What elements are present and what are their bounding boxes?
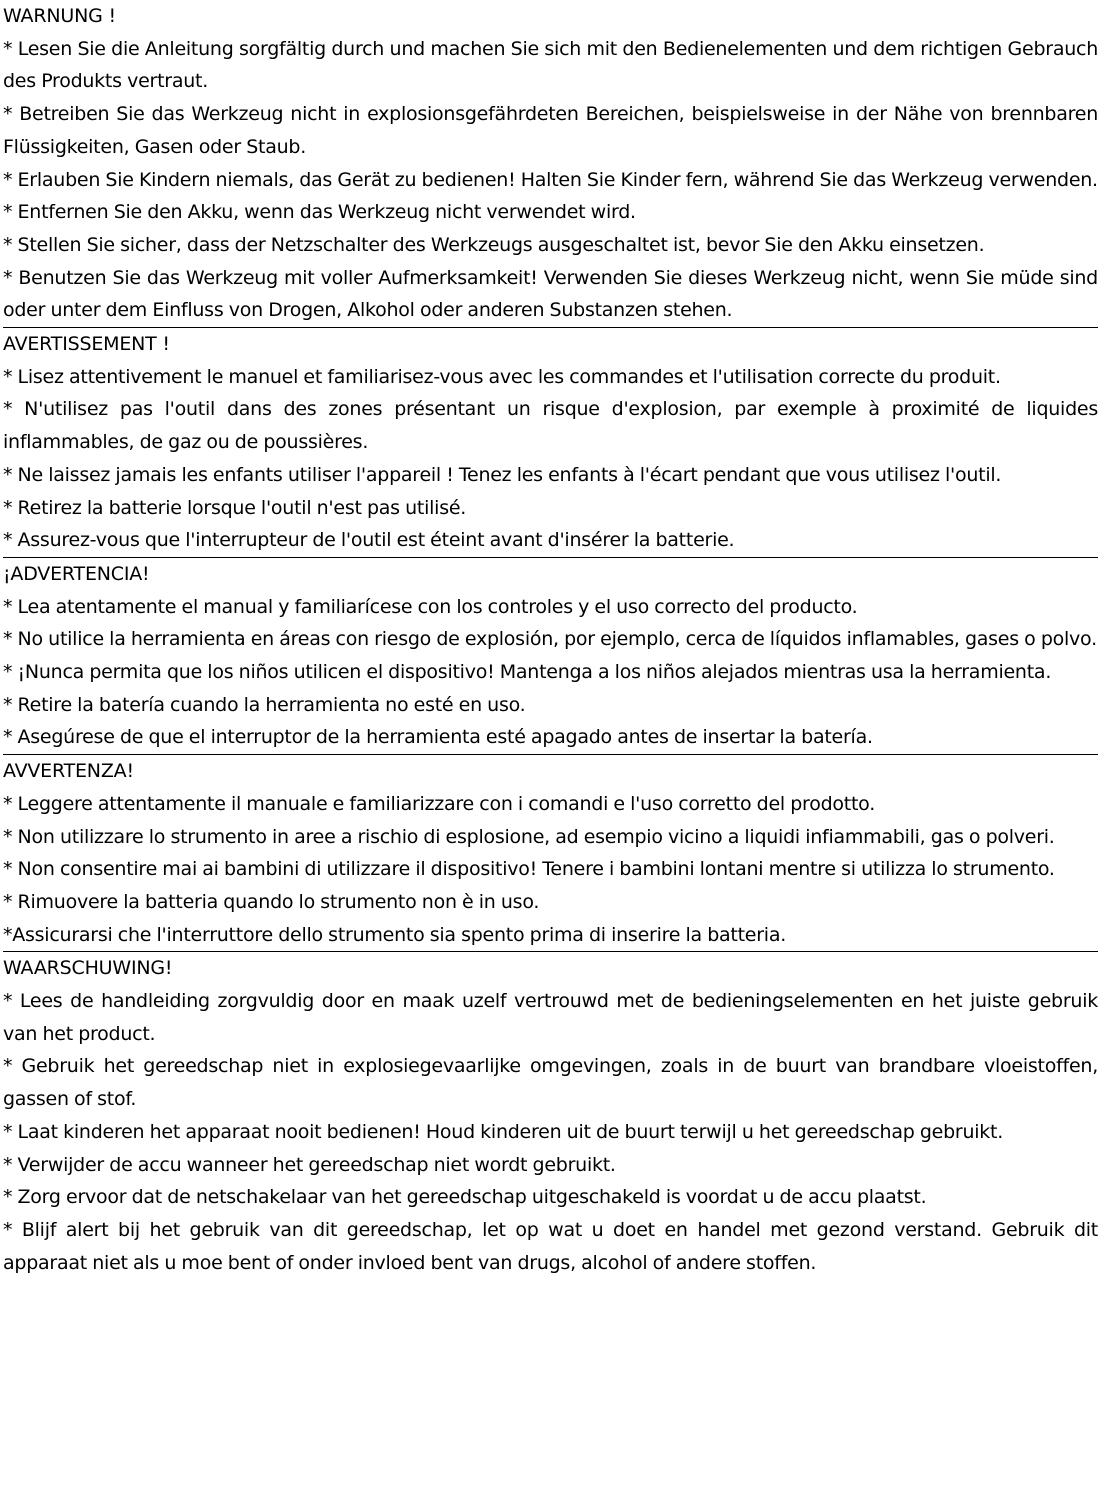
warning-item: * Rimuovere la batteria quando lo strumento non è in uso.: [3, 890, 540, 913]
warning-item: * Lea atentamente el manual y familiarícese con los controles y el uso correcto del producto.: [3, 595, 858, 618]
warning-item: * Blijf alert bij het gebruik van dit gereedschap, let op wat u doet en handel met gezond verstand. Gebruik dit apparaat niet als u moe bent of onder invloed bent van drugs, alcohol of andere stoffen.: [3, 1218, 1098, 1274]
section-heading: ¡ADVERTENCIA!: [3, 562, 150, 585]
warning-item: * Retire la batería cuando la herramienta no esté en uso.: [3, 693, 526, 716]
warning-item: * Asegúrese de que el interruptor de la herramienta esté apagado antes de insertar la batería.: [3, 726, 873, 749]
warning-item: * Erlauben Sie Kindern niemals, das Gerät zu bedienen! Halten Sie Kinder fern, während Sie das Werkzeug verwenden.: [3, 168, 1098, 191]
warning-section-spanish: [3, 558, 1098, 755]
section-heading: AVERTISSEMENT !: [3, 333, 170, 356]
section-heading: AVVERTENZA!: [3, 760, 134, 783]
warning-item: * Non consentire mai ai bambini di utilizzare il dispositivo! Tenere i bambini lontani mentre si utilizza lo strumento.: [3, 858, 1055, 881]
warning-item: * Leggere attentamente il manuale e familiarizzare con i comandi e l'uso corretto del prodotto.: [3, 792, 875, 815]
warning-section-dutch: [3, 952, 1098, 1279]
warning-item: * Lisez attentivement le manuel et familiarisez-vous avec les commandes et l'utilisation correcte du produit.: [3, 365, 1001, 388]
warning-item: * Lees de handleiding zorgvuldig door en maak uzelf vertrouwd met de bedieningselementen en het juiste gebruik van het product.: [3, 990, 1098, 1045]
warning-item: * N'utilisez pas l'outil dans des zones présentant un risque d'explosion, par exemple à proximité de liquides inflammables, de gaz ou de poussières.: [3, 398, 1098, 454]
warning-item: * No utilice la herramienta en áreas con riesgo de explosión, por ejemplo, cerca de líquidos inflamables, gases o polvo.: [3, 628, 1097, 651]
warning-section-french: [3, 328, 1098, 558]
warning-section-german: [3, 0, 1098, 328]
warning-item: * Stellen Sie sicher, dass der Netzschalter des Werkzeugs ausgeschaltet ist, bevor Sie den Akku einsetzen.: [3, 233, 985, 256]
warning-section-italian: [3, 755, 1098, 952]
warning-item: * Verwijder de accu wanneer het gereedschap niet wordt gebruikt.: [3, 1153, 616, 1176]
warning-item: * Entfernen Sie den Akku, wenn das Werkzeug nicht verwendet wird.: [3, 201, 636, 224]
warning-item: * Zorg ervoor dat de netschakelaar van het gereedschap uitgeschakeld is voordat u de accu plaatst.: [3, 1186, 927, 1209]
warning-item: * Retirez la batterie lorsque l'outil n'est pas utilisé.: [3, 496, 467, 519]
warning-item: * ¡Nunca permita que los niños utilicen el dispositivo! Mantenga a los niños alejados mientras usa la herramienta.: [3, 661, 1052, 684]
warning-item: * Benutzen Sie das Werkzeug mit voller Aufmerksamkeit! Verwenden Sie dieses Werkzeug nicht, wenn Sie müde sind oder unter dem Einfluss von Drogen, Alkohol oder anderen Substanzen stehen.: [3, 266, 1098, 322]
warning-item: * Lesen Sie die Anleitung sorgfältig durch und machen Sie sich mit den Bedienelementen und dem richtigen Gebrauch des Produkts vertraut.: [3, 37, 1098, 93]
warning-item: * Assurez-vous que l'interrupteur de l'outil est éteint avant d'insérer la batterie.: [3, 529, 735, 552]
warning-item: * Betreiben Sie das Werkzeug nicht in explosionsgefährdeten Bereichen, beispielsweise in der Nähe von brennbaren Flüssigkeiten, Gasen oder Staub.: [3, 103, 1098, 158]
warning-item: *Assicurarsi che l'interruttore dello strumento sia spento prima di inserire la batteria.: [3, 923, 787, 946]
warning-item: * Non utilizzare lo strumento in aree a rischio di esplosione, ad esempio vicino a liquidi infiammabili, gas o polveri.: [3, 825, 1055, 848]
section-heading: WARNUNG !: [3, 5, 116, 27]
warning-item: * Gebruik het gereedschap niet in explosiegevaarlijke omgevingen, zoals in de buurt van brandbare vloeistoffen, gassen of stof.: [3, 1055, 1098, 1111]
warning-item: * Laat kinderen het apparaat nooit bedienen! Houd kinderen uit de buurt terwijl u het gereedschap gebruikt.: [3, 1120, 1004, 1143]
section-heading: WAARSCHUWING!: [3, 957, 173, 980]
warning-item: * Ne laissez jamais les enfants utiliser l'appareil ! Tenez les enfants à l'écart pendant que vous utilisez l'outil.: [3, 463, 1002, 486]
